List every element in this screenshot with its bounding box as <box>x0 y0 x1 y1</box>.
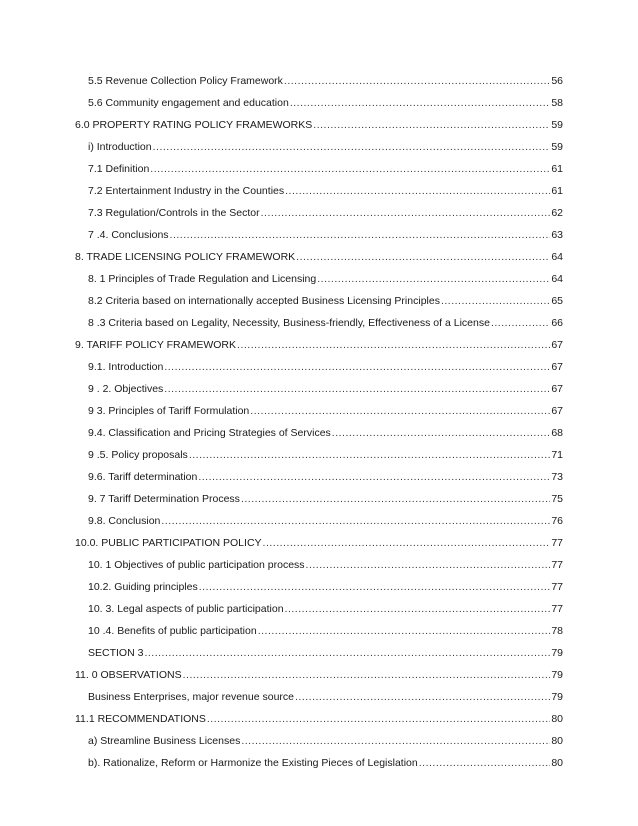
toc-entry-page: 80 <box>551 735 563 747</box>
toc-entry-page: 59 <box>551 141 563 153</box>
toc-entry-page: 77 <box>551 603 563 615</box>
toc-entry-title: 10.0. PUBLIC PARTICIPATION POLICY <box>75 537 262 549</box>
toc-entry-title: 7.1 Definition <box>88 163 150 175</box>
dot-leader <box>164 382 550 396</box>
dot-leader <box>183 668 551 682</box>
toc-entry-page: 77 <box>551 559 563 571</box>
toc-entry[interactable] <box>88 756 563 770</box>
dot-leader <box>241 734 550 748</box>
toc-entry-page: 80 <box>551 757 563 769</box>
dot-leader <box>241 492 550 506</box>
toc-entry-page: 67 <box>551 405 563 417</box>
toc-entry-page: 76 <box>551 515 563 527</box>
toc-entry-title: 9 3. Principles of Tariff Formulation <box>88 405 250 417</box>
toc-entry-title: 8. TRADE LICENSING POLICY FRAMEWORK <box>75 251 296 263</box>
dot-leader <box>199 580 551 594</box>
toc-entry-page: 61 <box>551 163 563 175</box>
toc-entry-title: b). Rationalize, Reform or Harmonize the Existing Pieces of Legislation <box>88 757 418 769</box>
toc-entry-title: 9 .5. Policy proposals <box>88 449 188 461</box>
toc-entry-title: 10.2. Guiding principles <box>88 581 198 593</box>
dot-leader <box>317 272 550 286</box>
toc-entry-page: 59 <box>551 119 563 131</box>
dot-leader <box>290 96 551 110</box>
dot-leader <box>441 294 550 308</box>
toc-entry-page: 71 <box>551 449 563 461</box>
dot-leader <box>261 206 551 220</box>
toc-entry-page: 56 <box>551 75 563 87</box>
toc-entry[interactable] <box>88 492 563 506</box>
toc-entry[interactable] <box>88 316 563 330</box>
toc-entry[interactable] <box>75 118 563 132</box>
dot-leader <box>296 250 550 264</box>
toc-entry[interactable] <box>88 382 563 396</box>
toc-entry[interactable] <box>88 96 563 110</box>
toc-entry[interactable] <box>88 448 563 462</box>
toc-entry-title: 9.4. Classification and Pricing Strategies of Services <box>88 427 331 439</box>
dot-leader <box>306 558 551 572</box>
toc-entry-page: 79 <box>551 691 563 703</box>
toc-entry-title: 7.2 Entertainment Industry in the Counties <box>88 185 285 197</box>
toc-entry[interactable] <box>88 228 563 242</box>
toc-entry[interactable] <box>88 162 563 176</box>
toc-entry-page: 78 <box>551 625 563 637</box>
toc-entry[interactable] <box>88 602 563 616</box>
toc-entry-title: 9. 7 Tariff Determination Process <box>88 493 240 505</box>
toc-entry-title: 9 . 2. Objectives <box>88 383 164 395</box>
dot-leader <box>164 360 550 374</box>
toc-entry[interactable] <box>88 74 563 88</box>
toc-entry-title: 10. 1 Objectives of public participation process <box>88 559 305 571</box>
toc-entry-title: 9. TARIFF POLICY FRAMEWORK <box>75 339 237 351</box>
dot-leader <box>284 74 550 88</box>
toc-entry-page: 79 <box>551 647 563 659</box>
toc-entry-title: SECTION 3 <box>88 647 144 659</box>
dot-leader <box>150 162 550 176</box>
dot-leader <box>258 624 551 638</box>
toc-entry-title: 6.0 PROPERTY RATING POLICY FRAMEWORKS <box>75 119 313 131</box>
toc-entry[interactable] <box>88 558 563 572</box>
toc-entry-title: 11. 0 OBSERVATIONS <box>75 669 182 681</box>
toc-entry[interactable] <box>75 250 563 264</box>
toc-entry[interactable] <box>88 294 563 308</box>
toc-entry-page: 73 <box>551 471 563 483</box>
toc-entry-title: 9.6. Tariff determination <box>88 471 198 483</box>
toc-entry-page: 67 <box>551 339 563 351</box>
dot-leader <box>491 316 550 330</box>
dot-leader <box>285 602 551 616</box>
dot-leader <box>170 228 551 242</box>
dot-leader <box>263 536 551 550</box>
toc-entry-page: 58 <box>551 97 563 109</box>
dot-leader <box>144 646 550 660</box>
toc-entry[interactable] <box>88 426 563 440</box>
toc-entry-title: 5.5 Revenue Collection Policy Framework <box>88 75 283 87</box>
toc-entry-page: 64 <box>551 251 563 263</box>
dot-leader <box>207 712 550 726</box>
toc-entry-title: 10 .4. Benefits of public participation <box>88 625 257 637</box>
toc-entry[interactable] <box>88 360 563 374</box>
toc-entry-page: 79 <box>551 669 563 681</box>
toc-entry-title: a) Streamline Business Licenses <box>88 735 241 747</box>
toc-entry[interactable] <box>75 536 563 550</box>
toc-entry-page: 80 <box>551 713 563 725</box>
dot-leader <box>237 338 550 352</box>
dot-leader <box>285 184 550 198</box>
toc-entry[interactable] <box>88 624 563 638</box>
toc-entry[interactable] <box>88 140 563 154</box>
toc-entry-title: 9.8. Conclusion <box>88 515 161 527</box>
toc-entry-title: 8. 1 Principles of Trade Regulation and Licensing <box>88 273 317 285</box>
dot-leader <box>153 140 551 154</box>
dot-leader <box>250 404 550 418</box>
toc-entry[interactable] <box>88 206 563 220</box>
toc-entry-title: 5.6 Community engagement and education <box>88 97 289 109</box>
toc-entry-page: 75 <box>551 493 563 505</box>
toc-entry[interactable] <box>88 470 563 484</box>
toc-entry-title: 10. 3. Legal aspects of public participation <box>88 603 284 615</box>
toc-entry-page: 63 <box>551 229 563 241</box>
dot-leader <box>189 448 551 462</box>
toc-entry[interactable] <box>88 580 563 594</box>
toc-entry-page: 77 <box>551 581 563 593</box>
toc-entry-page: 67 <box>551 383 563 395</box>
toc-entry-page: 65 <box>551 295 563 307</box>
toc-entry[interactable] <box>75 668 563 682</box>
toc-entry[interactable] <box>75 338 563 352</box>
dot-leader <box>198 470 550 484</box>
toc-entry-title: 11.1 RECOMMENDATIONS <box>75 713 206 725</box>
toc-entry-title: 7.3 Regulation/Controls in the Sector <box>88 207 260 219</box>
toc-entry[interactable] <box>88 690 563 704</box>
toc-entry[interactable] <box>88 404 563 418</box>
toc-entry[interactable] <box>75 712 563 726</box>
toc-entry[interactable] <box>88 734 563 748</box>
toc-entry-page: 67 <box>551 361 563 373</box>
toc-entry-title: 8.2 Criteria based on internationally accepted Business Licensing Principles <box>88 295 440 307</box>
toc-entry[interactable] <box>88 514 563 528</box>
dot-leader <box>161 514 550 528</box>
toc-entry-page: 62 <box>551 207 563 219</box>
toc-entry-title: 7 .4. Conclusions <box>88 229 169 241</box>
toc-entry-page: 68 <box>551 427 563 439</box>
toc-entry-page: 64 <box>551 273 563 285</box>
dot-leader <box>332 426 551 440</box>
toc-entry-page: 61 <box>551 185 563 197</box>
toc-entry-page: 66 <box>551 317 563 329</box>
toc-entry-title: Business Enterprises, major revenue source <box>88 691 295 703</box>
toc-entry-page: 77 <box>551 537 563 549</box>
toc-entry-title: i) Introduction <box>88 141 152 153</box>
toc-entry[interactable] <box>88 272 563 286</box>
toc-entry[interactable] <box>88 184 563 198</box>
toc-entry-title: 9.1. Introduction <box>88 361 164 373</box>
dot-leader <box>295 690 550 704</box>
toc-entry[interactable] <box>88 646 563 660</box>
dot-leader <box>313 118 550 132</box>
toc-entry-title: 8 .3 Criteria based on Legality, Necessity, Business-friendly, Effectiveness of a License <box>88 317 490 329</box>
dot-leader <box>419 756 551 770</box>
